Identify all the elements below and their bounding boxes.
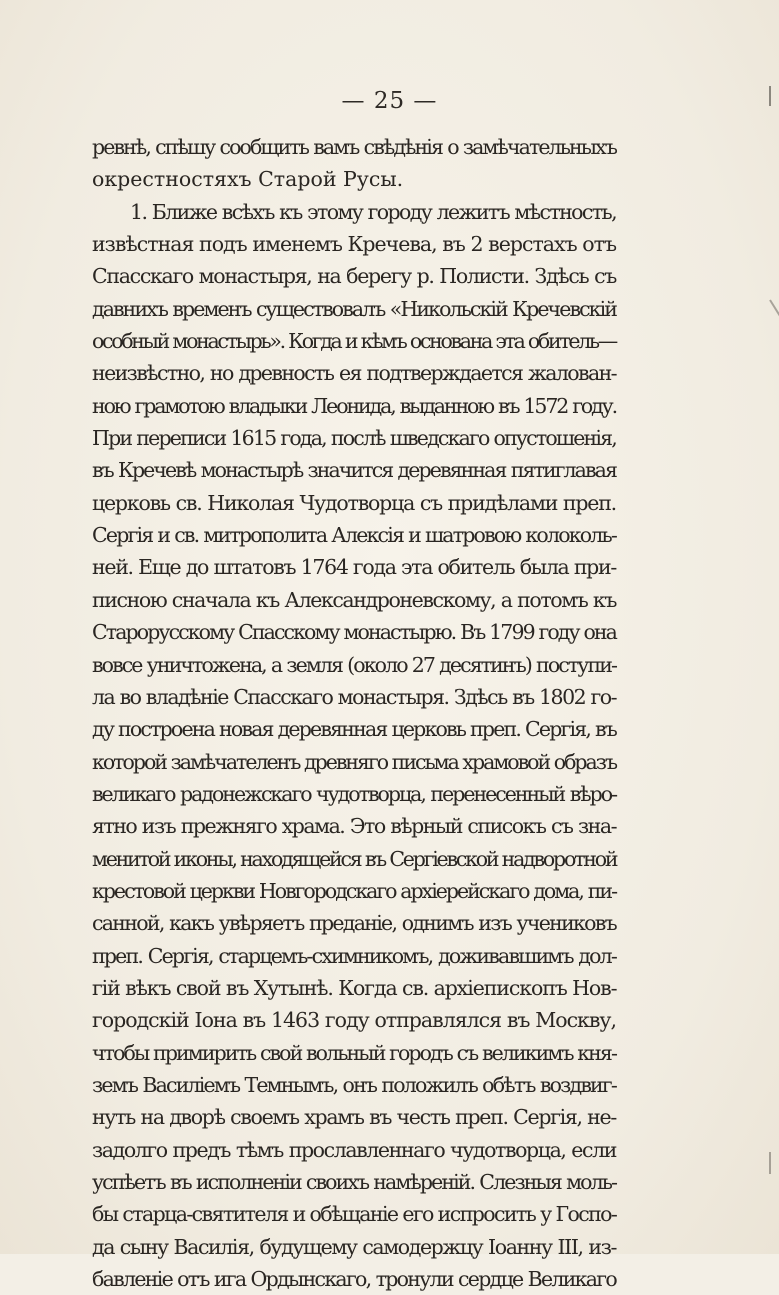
text-line: давнихъ временъ существовалъ «Никольскій Кречевскій [92, 296, 616, 321]
text-line: великаго радонежскаго чудотворца, перенесенный вѣро- [92, 781, 616, 806]
text-line: ревнѣ, спѣшу сообщить вамъ свѣдѣнія о замѣчательныхъ [92, 135, 616, 159]
text-line: церковь св. Николая Чудотворца съ придѣлами преп. [92, 490, 616, 515]
text-line: крестовой церкви Новгородскаго архіерейскаго дома, пи- [92, 878, 616, 903]
body-text [92, 131, 616, 1295]
text-line: вовсе уничтожена, а земля (около 27 десятинъ) поступи- [92, 652, 616, 677]
text-line: неизвѣстно, но древность ея подтверждается жалован- [92, 361, 616, 386]
text-line: ней. Еще до штатовъ 1764 года эта обитель была при- [92, 555, 616, 580]
text-line: извѣстная подъ именемъ Кречева, въ 2 верстахъ отъ [92, 232, 616, 257]
text-line: ду построена новая деревянная церковь преп. Сергія, въ [92, 717, 616, 742]
text-line: 1. Ближе всѣхъ къ этому городу лежитъ мѣстность, [130, 199, 616, 224]
text-line: чтобы примирить свой вольный городъ съ великимъ кня- [92, 1040, 616, 1065]
text-line: нуть на дворѣ своемъ храмъ въ честь преп. Сергія, не- [92, 1105, 616, 1130]
text-line: менитой иконы, находящейся въ Сергіевской надворотной [92, 846, 617, 871]
text-line: ятно изъ прежняго храма. Это вѣрный списокъ съ зна- [92, 814, 616, 839]
text-line: успѣетъ въ исполненіи своихъ намѣреній. Слезныя моль- [92, 1170, 616, 1194]
text-line: особный монастырь». Когда и кѣмъ основана эта обитель— [92, 329, 616, 354]
margin-mark [769, 86, 771, 106]
text-line: санной, какъ увѣряетъ преданіе, однимъ изъ учениковъ [92, 911, 616, 936]
text-line: бы старца-святителя и обѣщаніе его испросить у Госпо- [92, 1202, 617, 1227]
text-line: гій вѣкъ свой въ Хутынѣ. Когда св. архіепископъ Нов- [92, 975, 617, 1000]
text-line: Спасскаго монастыря, на берегу р. Полисти. Здѣсь съ [92, 264, 616, 289]
text-line: Сергія и св. митрополита Алексія и шатровою колоколь- [92, 523, 616, 548]
text-line: Старорусскому Спасскому монастырю. Въ 1799 году она [92, 620, 616, 645]
text-line: При переписи 1615 года, послѣ шведскаго опустошенія, [92, 426, 616, 451]
text-line: ла во владѣніе Спасскаго монастыря. Здѣсь въ 1802 го- [92, 684, 616, 709]
text-line: которой замѣчателенъ древняго письма храмовой образъ [92, 749, 616, 774]
text-line: писною сначала къ Александроневскому, а потомъ къ [92, 587, 616, 612]
text-line: ною грамотою владыки Леонида, выданною въ 1572 году. [92, 393, 616, 418]
text-line: задолго предъ тѣмъ прославленнаго чудотворца, если [92, 1137, 616, 1162]
margin-mark [769, 1152, 771, 1174]
text-line: окрестностяхъ Старой Русы. [92, 167, 404, 192]
text-line: преп. Сергія, старцемъ-схимникомъ, доживавшимъ дол- [92, 943, 616, 968]
text-line: городскій Іона въ 1463 году отправлялся въ Москву, [92, 1008, 616, 1033]
page-number: — 25 — [341, 88, 438, 114]
text-line: бавленіе отъ ига Ордынскаго, тронули сердце Великаго [92, 1267, 616, 1292]
text-line: земъ Василіемъ Темнымъ, онъ положилъ обѣтъ воздвиг- [92, 1072, 616, 1097]
text-line: да сыну Василія, будущему самодержцу Іоанну III, из- [92, 1234, 616, 1259]
text-line: въ Кречевѣ монастырѣ значится деревянная пятиглавая [92, 458, 616, 483]
margin-mark [769, 299, 779, 346]
